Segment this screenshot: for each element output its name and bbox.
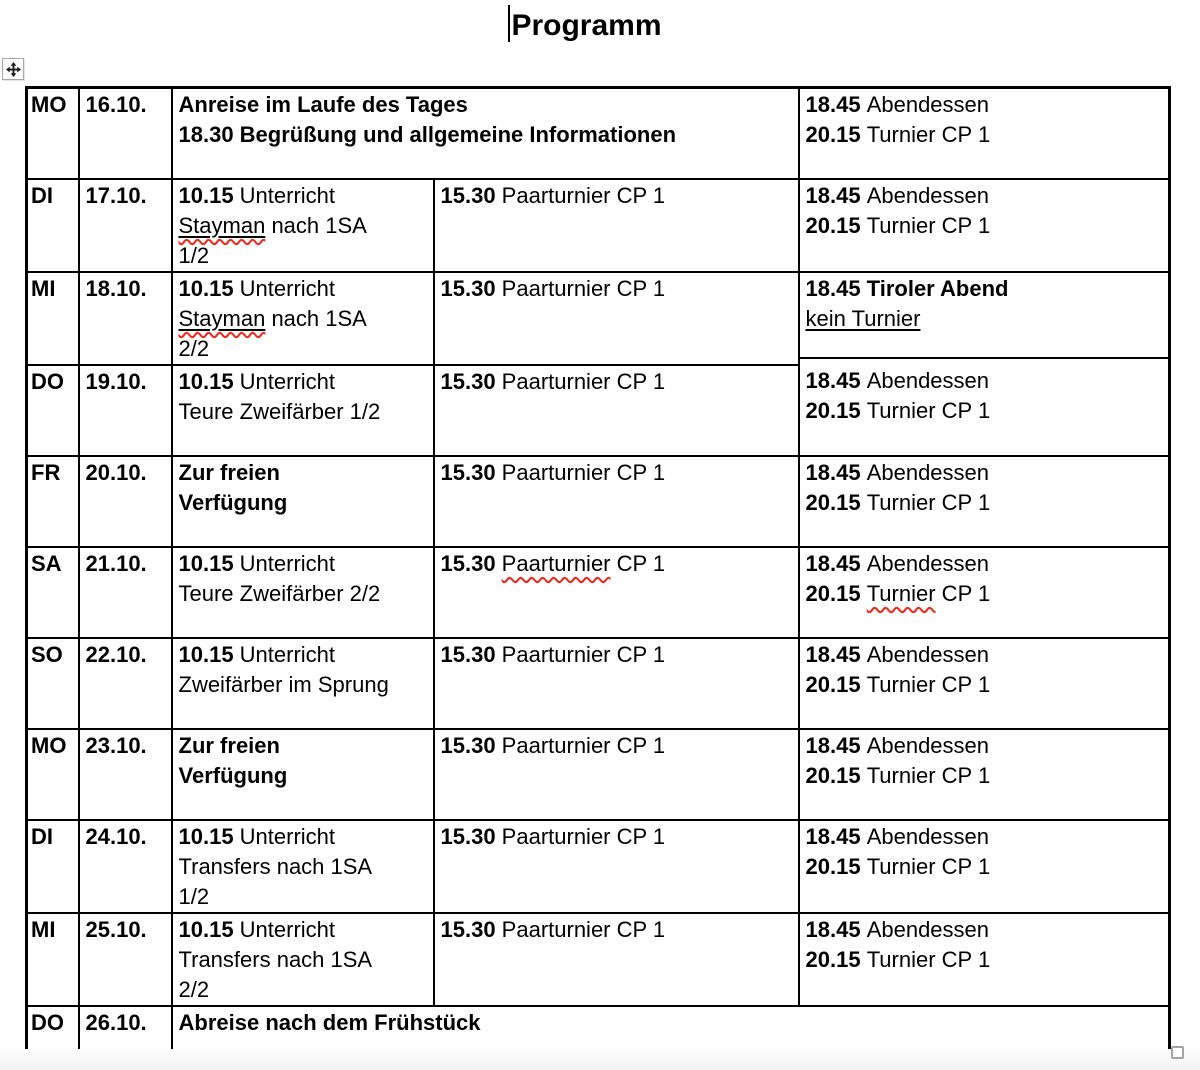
text-segment: Abendessen: [866, 641, 990, 667]
schedule-line: [179, 1008, 1164, 1038]
schedule-cell[interactable]: [799, 456, 1170, 547]
schedule-line: [179, 181, 428, 211]
schedule-line: [806, 366, 1164, 396]
title-text: Programm: [511, 9, 662, 42]
schedule-line: [179, 915, 428, 945]
schedule-line: [806, 822, 1164, 852]
schedule-cell[interactable]: [799, 913, 1170, 1006]
text-segment: 18.45: [805, 459, 867, 485]
schedule-line: [179, 367, 428, 397]
text-segment: Anreise im Laufe des Tages: [178, 92, 468, 117]
text-segment: 20.15: [805, 853, 867, 879]
text-segment: 2/2: [178, 976, 210, 1002]
schedule-line: [179, 304, 428, 334]
schedule-line: [179, 458, 428, 488]
schedule-line: [806, 945, 1164, 975]
schedule-cell[interactable]: [799, 272, 1170, 365]
date-cell[interactable]: 24.10.: [79, 820, 172, 913]
date-cell[interactable]: 19.10.: [79, 365, 172, 456]
text-segment: 10.15: [178, 550, 240, 576]
schedule-cell[interactable]: [172, 638, 434, 729]
schedule-line: [441, 731, 793, 761]
schedule-cell[interactable]: [172, 729, 434, 820]
text-segment: Teure Zweifärber 2/2: [178, 580, 381, 606]
schedule-cell[interactable]: [799, 638, 1170, 729]
schedule-cell[interactable]: [434, 179, 799, 272]
table-row: [27, 820, 1170, 913]
table-row: [27, 456, 1170, 547]
schedule-line: [179, 90, 793, 120]
day-cell[interactable]: FR: [27, 456, 79, 547]
schedule-line: [806, 120, 1164, 150]
schedule-line: [441, 640, 793, 670]
text-segment: Abendessen: [866, 823, 990, 849]
table-row: [27, 913, 1170, 1006]
text-segment: Zur freien: [178, 732, 280, 758]
text-segment: 20.15: [805, 212, 867, 238]
text-segment: Paarturnier CP 1: [501, 459, 666, 485]
text-segment: 10.15: [178, 823, 240, 849]
day-cell[interactable]: DO: [27, 1006, 79, 1054]
schedule-line: [179, 488, 428, 518]
day-cell[interactable]: DI: [27, 820, 79, 913]
schedule-cell[interactable]: [434, 365, 799, 456]
schedule-line: [806, 211, 1164, 241]
text-segment: Abendessen: [866, 367, 990, 393]
schedule-cell[interactable]: [434, 547, 799, 638]
text-segment: Unterricht: [239, 182, 336, 208]
schedule-cell[interactable]: [172, 1006, 1170, 1054]
schedule-line: [806, 852, 1164, 882]
text-segment: Turnier CP 1: [866, 122, 991, 147]
schedule-line: [179, 731, 428, 761]
schedule-cell[interactable]: [434, 913, 799, 1006]
text-segment: Turnier CP 1: [866, 853, 991, 879]
text-segment: Teure Zweifärber 1/2: [178, 398, 381, 424]
text-segment: Unterricht: [239, 823, 336, 849]
schedule-cell[interactable]: [434, 456, 799, 547]
text-segment: Unterricht: [239, 368, 336, 394]
text-segment: 15.30: [440, 459, 502, 485]
text-segment: Paarturnier: [501, 550, 611, 576]
text-segment: 15.30: [440, 182, 502, 208]
schedule-line: [441, 549, 793, 579]
text-segment: Abreise nach dem Frühstück: [178, 1009, 481, 1035]
text-segment: 20.15: [805, 122, 867, 147]
text-segment: 1/2: [178, 883, 210, 909]
schedule-line: [179, 822, 428, 852]
schedule-line: [179, 241, 428, 271]
text-segment: Stayman: [178, 305, 266, 331]
table-row: [27, 547, 1170, 638]
schedule-line: [806, 488, 1164, 518]
text-segment: Turnier: [866, 580, 936, 606]
day-cell[interactable]: SO: [27, 638, 79, 729]
day-cell[interactable]: MO: [27, 729, 79, 820]
schedule-line: [806, 731, 1164, 761]
schedule-cell[interactable]: [799, 179, 1170, 272]
schedule-line: [806, 274, 1164, 304]
text-segment: 18.45 Tiroler Abend: [805, 275, 1009, 301]
text-segment: 2/2: [178, 335, 210, 361]
document-title[interactable]: [0, 5, 1170, 46]
text-segment: Turnier CP 1: [866, 212, 991, 238]
schedule-line: [179, 670, 428, 700]
schedule-cell[interactable]: [434, 638, 799, 729]
text-segment: 1/2: [178, 242, 210, 268]
schedule-line: [441, 458, 793, 488]
text-segment: 15.30: [440, 732, 502, 758]
text-segment: 15.30: [440, 823, 502, 849]
text-segment: 18.45: [805, 823, 867, 849]
schedule-cell[interactable]: [172, 547, 434, 638]
date-cell[interactable]: 18.10.: [79, 272, 172, 365]
move-icon: [6, 62, 21, 77]
table-row: [27, 272, 1170, 365]
text-segment: 10.15: [178, 368, 240, 394]
schedule-line: [179, 274, 428, 304]
date-cell[interactable]: 23.10.: [79, 729, 172, 820]
schedule-cell[interactable]: [799, 88, 1170, 179]
text-segment: nach 1SA: [265, 212, 367, 238]
text-segment: 18.45: [805, 367, 867, 393]
schedule-line: [179, 852, 428, 882]
schedule-line: [806, 90, 1164, 120]
text-segment: 18.45: [805, 550, 867, 576]
table-row: [27, 729, 1170, 820]
text-segment: Abendessen: [866, 550, 990, 576]
text-segment: Abendessen: [866, 182, 990, 208]
text-segment: 20.15: [805, 946, 867, 972]
program-table: [25, 86, 1171, 1055]
text-segment: Transfers nach 1SA: [178, 853, 373, 879]
text-segment: Paarturnier CP 1: [501, 916, 666, 942]
text-segment: 20.15: [805, 580, 867, 606]
schedule-cell[interactable]: [799, 547, 1170, 638]
schedule-line: [179, 640, 428, 670]
schedule-line: [806, 579, 1164, 609]
date-cell[interactable]: 20.10.: [79, 456, 172, 547]
page-margin-area: [0, 1049, 1200, 1070]
schedule-line: [806, 761, 1164, 791]
table-row: [27, 365, 1170, 456]
schedule-line: [806, 181, 1164, 211]
text-segment: 20.15: [805, 671, 867, 697]
schedule-cell[interactable]: [172, 913, 434, 1006]
text-segment: Abendessen: [866, 732, 990, 758]
schedule-line: [179, 397, 428, 427]
date-cell[interactable]: 16.10.: [79, 88, 172, 179]
text-segment: Paarturnier CP 1: [501, 368, 666, 394]
text-segment: CP 1: [935, 580, 991, 606]
schedule-line: [179, 549, 428, 579]
text-segment: Paarturnier CP 1: [501, 732, 666, 758]
text-segment: Paarturnier CP 1: [501, 182, 666, 208]
text-segment: 10.15: [178, 916, 240, 942]
text-segment: Transfers nach 1SA: [178, 946, 373, 972]
schedule-line: [441, 367, 793, 397]
schedule-cell[interactable]: [799, 820, 1170, 913]
schedule-line: [179, 211, 428, 241]
schedule-line: [441, 181, 793, 211]
table-move-handle[interactable]: [2, 58, 24, 80]
text-segment: Unterricht: [239, 641, 336, 667]
date-cell[interactable]: 26.10.: [79, 1006, 172, 1054]
text-segment: 10.15: [178, 182, 240, 208]
schedule-cell[interactable]: [172, 365, 434, 456]
schedule-line: [806, 670, 1164, 700]
schedule-cell[interactable]: [799, 365, 1170, 456]
text-segment: nach 1SA: [265, 305, 367, 331]
schedule-cell[interactable]: [434, 272, 799, 365]
schedule-cell[interactable]: [172, 88, 799, 179]
text-segment: Unterricht: [239, 916, 336, 942]
schedule-cell[interactable]: [434, 820, 799, 913]
schedule-cell[interactable]: [172, 272, 434, 365]
text-segment: 10.15: [178, 641, 240, 667]
schedule-line: [179, 975, 428, 1005]
date-cell[interactable]: 21.10.: [79, 547, 172, 638]
schedule-line: [806, 915, 1164, 945]
schedule-line: [806, 304, 1164, 334]
text-segment: 20.15: [805, 762, 867, 788]
table-row: [27, 179, 1170, 272]
schedule-cell[interactable]: [434, 729, 799, 820]
schedule-cell[interactable]: [172, 179, 434, 272]
schedule-line: [806, 396, 1164, 426]
text-segment: 20.15: [805, 397, 867, 423]
text-segment: CP 1: [610, 550, 666, 576]
text-segment: 10.15: [178, 275, 240, 301]
text-segment: 20.15: [805, 489, 867, 515]
day-cell[interactable]: MI: [27, 913, 79, 1006]
date-cell[interactable]: 17.10.: [79, 179, 172, 272]
schedule-line: [179, 334, 428, 364]
day-cell[interactable]: SA: [27, 547, 79, 638]
schedule-line: [806, 549, 1164, 579]
text-segment: Unterricht: [239, 550, 336, 576]
text-segment: Turnier CP 1: [866, 762, 991, 788]
text-segment: 18.45: [805, 182, 867, 208]
text-segment: 18.45: [805, 641, 867, 667]
schedule-line: [806, 640, 1164, 670]
date-cell[interactable]: 22.10.: [79, 638, 172, 729]
text-segment: Paarturnier CP 1: [501, 275, 666, 301]
schedule-line: [806, 458, 1164, 488]
schedule-line: [179, 579, 428, 609]
table-row: [27, 88, 1170, 179]
text-segment: Verfügung: [178, 762, 288, 788]
text-segment: Abendessen: [866, 459, 990, 485]
schedule-line: [179, 945, 428, 975]
text-segment: 18.45: [805, 732, 867, 758]
text-segment: Zur freien: [178, 459, 280, 485]
day-cell[interactable]: MO: [27, 88, 79, 179]
schedule-line: [179, 120, 793, 150]
text-segment: Stayman: [178, 212, 266, 238]
text-segment: Turnier CP 1: [866, 946, 991, 972]
text-segment: Abendessen: [866, 916, 990, 942]
text-segment: 18.30 Begrüßung und allgemeine Informationen: [178, 122, 677, 147]
day-cell[interactable]: DI: [27, 179, 79, 272]
text-segment: 15.30: [440, 550, 502, 576]
table-row: [27, 1006, 1170, 1054]
schedule-line: [441, 822, 793, 852]
table-resize-handle[interactable]: [1171, 1046, 1184, 1059]
text-segment: 18.45: [805, 92, 867, 117]
text-segment: Turnier CP 1: [866, 397, 991, 423]
text-segment: Paarturnier CP 1: [501, 823, 666, 849]
text-segment: kein Turnier: [805, 305, 921, 331]
text-segment: Zweifärber im Sprung: [178, 671, 389, 697]
text-segment: Abendessen: [866, 92, 990, 117]
day-cell[interactable]: DO: [27, 365, 79, 456]
text-segment: Verfügung: [178, 489, 288, 515]
schedule-line: [179, 882, 428, 912]
text-segment: 15.30: [440, 275, 502, 301]
text-segment: 15.30: [440, 916, 502, 942]
text-segment: Paarturnier CP 1: [501, 641, 666, 667]
text-segment: Turnier CP 1: [866, 671, 991, 697]
text-segment: Turnier CP 1: [866, 489, 991, 515]
table-row: [27, 638, 1170, 729]
schedule-cell[interactable]: [799, 729, 1170, 820]
day-cell[interactable]: MI: [27, 272, 79, 365]
schedule-line: [441, 915, 793, 945]
program-table-body: [27, 88, 1170, 1054]
text-segment: Unterricht: [239, 275, 336, 301]
text-segment: 15.30: [440, 641, 502, 667]
schedule-cell[interactable]: [172, 456, 434, 547]
schedule-line: [441, 274, 793, 304]
date-cell[interactable]: 25.10.: [79, 913, 172, 1006]
schedule-cell[interactable]: [172, 820, 434, 913]
schedule-line: [179, 761, 428, 791]
text-segment: 15.30: [440, 368, 502, 394]
text-segment: 18.45: [805, 916, 867, 942]
